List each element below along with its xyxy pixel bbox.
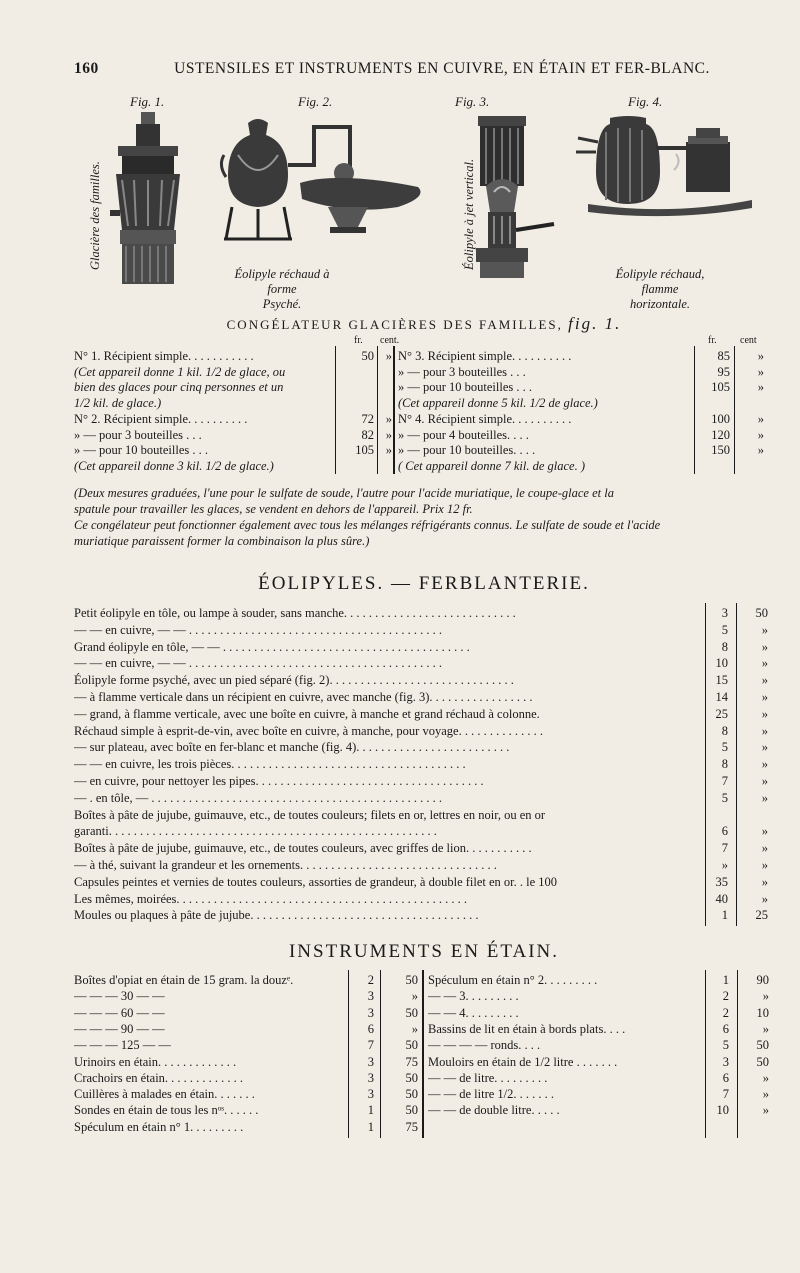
price-centimes: » xyxy=(761,740,768,755)
col-cent-right: cent xyxy=(740,335,757,346)
price-francs: 40 xyxy=(715,891,728,906)
price-centimes: » xyxy=(761,757,768,772)
list-item-label: Réchaud simple à esprit-de-vin, avec boîte en cuivre, à manche, pour voyage. . . . . . . . . . . . . . xyxy=(74,723,543,738)
price-francs: 82 xyxy=(361,427,374,442)
price-centimes: » xyxy=(762,1103,769,1118)
price-francs: 6 xyxy=(722,1021,729,1036)
price-centimes: » xyxy=(761,723,768,738)
list-item-label: ( Cet appareil donne 7 kil. de glace. ) xyxy=(398,458,585,473)
list-item-label: Éolipyle forme psyché, avec un pied séparé (fig. 2). . . . . . . . . . . . . . . . . . . . . . . . . . . . . . xyxy=(74,673,514,688)
price-francs: 150 xyxy=(711,443,730,458)
price-centimes: » xyxy=(761,673,768,688)
price-francs: 14 xyxy=(715,690,728,704)
price-centimes: » xyxy=(757,349,764,363)
price-centimes: » xyxy=(761,690,768,704)
col-fr-left: fr. xyxy=(354,335,363,346)
price-francs: 5 xyxy=(722,1038,729,1053)
price-centimes: » xyxy=(757,427,764,442)
price-francs: 1 xyxy=(722,973,729,987)
fig1-illustration xyxy=(108,110,188,290)
list-item-label: — à thé, suivant la grandeur et les ornements. . . . . . . . . . . . . . . . . . . . . . . . . . . . . . . . xyxy=(74,858,497,872)
list-item-label: Sondes en étain de tous les nᵒˢ. . . . . . xyxy=(74,1103,259,1118)
price-francs: 105 xyxy=(355,443,374,458)
price-centimes: » xyxy=(761,656,768,671)
list-item-label: — — de double litre. . . . . xyxy=(428,1103,560,1118)
price-francs: 1 xyxy=(367,1119,374,1134)
price-centimes: » xyxy=(761,622,768,637)
price-centimes: 75 xyxy=(405,1119,418,1134)
fig4-illustration xyxy=(570,112,770,222)
eolipyles-title: ÉOLIPYLES. — FERBLANTERIE. xyxy=(258,573,590,594)
price-francs: 10 xyxy=(715,656,728,671)
list-item-label: — — — — ronds. . . . xyxy=(428,1038,541,1053)
price-centimes: 50 xyxy=(405,1103,418,1118)
price-francs: 8 xyxy=(721,723,728,738)
price-francs: 7 xyxy=(367,1038,374,1053)
congelateur-note xyxy=(74,485,780,549)
price-centimes: » xyxy=(761,824,768,839)
price-centimes: » xyxy=(761,874,768,889)
price-centimes: » xyxy=(761,639,768,654)
price-francs: 35 xyxy=(715,874,728,889)
list-item-label: — — — 60 — — xyxy=(74,1005,165,1020)
price-francs: 2 xyxy=(722,1005,729,1020)
fig4-caption xyxy=(600,267,720,312)
price-centimes: » xyxy=(385,349,392,363)
price-francs: 3 xyxy=(367,1005,374,1020)
price-centimes: » xyxy=(761,790,768,805)
price-centimes: » xyxy=(762,989,769,1004)
list-item-label: Les mêmes, moirées. . . . . . . . . . . . . . . . . . . . . . . . . . . . . . . . . . . . . . . . . . . . . . . xyxy=(74,891,468,906)
price-centimes: » xyxy=(757,411,764,426)
price-francs: 6 xyxy=(367,1021,374,1036)
fig2-label: Fig. 2. xyxy=(298,94,333,109)
price-francs: 50 xyxy=(361,349,374,363)
price-francs: 5 xyxy=(721,740,728,755)
price-francs: 6 xyxy=(722,1070,729,1085)
list-item-label: Crachoirs en étain. . . . . . . . . . . . . xyxy=(74,1070,244,1085)
price-centimes: » xyxy=(411,1021,418,1036)
price-centimes: » xyxy=(761,891,768,906)
list-item-label: — — de litre 1/2. . . . . . . xyxy=(428,1087,555,1102)
price-centimes: 25 xyxy=(755,908,768,923)
list-item-label: — sur plateau, avec boîte en fer-blanc et manche (fig. 4). . . . . . . . . . . . . . . . . . . . . . . . . xyxy=(74,740,510,755)
price-centimes: 50 xyxy=(405,1005,418,1020)
list-item-label: Boîtes à pâte de jujube, guimauve, etc., de toutes couleurs; filets en or, lettres en noir, ou en or xyxy=(74,807,546,822)
list-item-label: (Cet appareil donne 5 kil. 1/2 de glace.) xyxy=(398,396,598,411)
price-francs: 100 xyxy=(711,411,730,426)
price-francs: 7 xyxy=(721,774,728,788)
list-item-label: Bassins de lit en étain à bords plats. . . . xyxy=(428,1021,626,1036)
list-item-label: garanti. . . . . . . . . . . . . . . . . . . . . . . . . . . . . . . . . . . . . . . . . . . . . . . . . . . . . xyxy=(74,824,437,839)
price-francs: 3 xyxy=(367,1070,374,1085)
list-item-label: N° 1. Récipient simple. . . . . . . . . . . xyxy=(74,349,254,363)
list-item-label: — — — 90 — — xyxy=(74,1021,165,1036)
list-item-label: N° 3. Récipient simple. . . . . . . . . . xyxy=(398,349,572,363)
price-centimes: 10 xyxy=(756,1005,769,1020)
price-francs: 3 xyxy=(367,1087,374,1102)
list-item-label: — — de litre. . . . . . . . . xyxy=(428,1070,548,1085)
price-francs: 1 xyxy=(721,908,728,923)
fig2-caption xyxy=(232,267,332,312)
list-item-label: » — pour 10 bouteilles. . . . xyxy=(398,443,536,458)
list-item-label: — à flamme verticale dans un récipient en cuivre, avec manche (fig. 3). . . . . . . . . . . . . . . . . xyxy=(74,690,533,704)
price-francs: 5 xyxy=(721,622,728,637)
list-item-label: Cuillères à malades en étain. . . . . . . xyxy=(74,1087,255,1102)
price-centimes: 50 xyxy=(405,973,418,987)
list-item-label: — — — 30 — — xyxy=(74,989,165,1004)
price-centimes: » xyxy=(385,411,392,426)
fig1-side-caption: Glacière des familles. xyxy=(88,161,102,270)
price-centimes: » xyxy=(762,1087,769,1102)
price-centimes: » xyxy=(761,858,768,872)
congelateur-title-fig: fig. 1. xyxy=(568,314,622,333)
price-centimes: » xyxy=(385,443,392,458)
price-francs: 3 xyxy=(367,1054,374,1069)
fig4-caption-line2: horizontale. xyxy=(629,297,691,311)
fig4-caption-line1: Éolipyle réchaud, flamme xyxy=(615,267,705,296)
price-centimes: » xyxy=(761,774,768,788)
fig1-label: Fig. 1. xyxy=(130,94,165,109)
list-item-label: » — pour 10 bouteilles . . . xyxy=(398,380,533,395)
list-item-label: » — pour 3 bouteilles . . . xyxy=(398,364,526,379)
price-centimes: » xyxy=(411,989,418,1004)
list-item-label: Capsules peintes et vernies de toutes couleurs, assorties de grandeur, à double filet en or. . le 100 xyxy=(74,874,558,889)
price-francs: 6 xyxy=(721,824,728,839)
fig3-side-caption: Éolipyle à jet vertical. xyxy=(462,158,476,270)
price-centimes: 50 xyxy=(756,1054,769,1069)
price-francs: » xyxy=(721,858,728,872)
list-item-label: Grand éolipyle en tôle, — — . . . . . . . . . . . . . . . . . . . . . . . . . . . . . . . . . . . . . . . . xyxy=(74,639,470,654)
fig2-illustration xyxy=(218,115,438,245)
list-item-label: — en cuivre, pour nettoyer les pipes. . . . . . . . . . . . . . . . . . . . . . . . . . . . . . . . . . . . . xyxy=(74,774,484,788)
price-centimes: 75 xyxy=(405,1054,418,1069)
list-item-label: Boîtes d'opiat en étain de 15 gram. la douzᵉ. xyxy=(74,973,294,987)
fig4-label: Fig. 4. xyxy=(628,94,663,109)
note-line2: spatule pour travailler les glaces, se vendent en dehors de l'appareil. Prix 12 fr. xyxy=(74,502,473,516)
price-francs: 3 xyxy=(367,989,374,1004)
list-item-label: » — pour 4 bouteilles. . . . xyxy=(398,427,529,442)
price-centimes: 90 xyxy=(756,973,769,987)
running-title: USTENSILES ET INSTRUMENTS EN CUIVRE, EN ÉTAIN ET FER-BLANC. xyxy=(174,60,710,77)
price-francs: 15 xyxy=(715,673,728,688)
price-francs: 25 xyxy=(715,706,728,721)
price-francs: 2 xyxy=(367,973,374,987)
price-centimes: » xyxy=(761,706,768,721)
price-francs: 95 xyxy=(717,364,730,379)
congelateur-title-text: CONGÉLATEUR GLACIÈRES DES FAMILLES, xyxy=(226,317,563,332)
price-francs: 8 xyxy=(721,639,728,654)
list-item-label: bien des glaces pour cinq personnes et un xyxy=(74,380,284,395)
list-item-label: Petit éolipyle en tôle, ou lampe à souder, sans manche. . . . . . . . . . . . . . . . . . . . . . . . . . . . xyxy=(74,606,516,620)
list-item-label: — . en tôle, — . . . . . . . . . . . . . . . . . . . . . . . . . . . . . . . . . . . . . . . . . . . . . . . xyxy=(74,790,443,805)
price-centimes: 50 xyxy=(405,1070,418,1085)
price-centimes: » xyxy=(757,443,764,458)
list-item-label: — — en cuivre, — — . . . . . . . . . . . . . . . . . . . . . . . . . . . . . . . . . . . . . . . . . xyxy=(74,656,443,671)
price-centimes: » xyxy=(761,841,768,856)
price-francs: 7 xyxy=(722,1087,729,1102)
fig2-caption-line1: Éolipyle réchaud à forme xyxy=(234,267,330,296)
list-item-label: — — en cuivre, — — . . . . . . . . . . . . . . . . . . . . . . . . . . . . . . . . . . . . . . . . . xyxy=(74,622,443,637)
etain-title: INSTRUMENTS EN ÉTAIN. xyxy=(288,941,560,962)
list-item-label: Mouloirs en étain de 1/2 litre . . . . . . . xyxy=(428,1054,618,1069)
price-francs: 120 xyxy=(711,427,730,442)
list-item-label: Urinoirs en étain. . . . . . . . . . . . . xyxy=(74,1054,237,1069)
price-francs: 2 xyxy=(722,989,729,1004)
fig2-caption-line2: Psyché. xyxy=(262,297,302,311)
price-centimes: » xyxy=(757,380,764,395)
col-cent-left: cent. xyxy=(380,335,400,346)
list-item-label: 1/2 kil. de glace.) xyxy=(74,396,162,411)
price-centimes: 50 xyxy=(755,606,768,620)
list-item-label: — — en cuivre, les trois pièces. . . . . . . . . . . . . . . . . . . . . . . . . . . . . . . . . . . . . . xyxy=(74,757,466,772)
price-francs: 10 xyxy=(716,1103,729,1118)
col-fr-right: fr. xyxy=(708,335,717,346)
list-item-label: Spéculum en étain n° 1. . . . . . . . . xyxy=(74,1119,244,1134)
congelateur-title xyxy=(74,314,774,334)
list-item-label: — — 4. . . . . . . . . xyxy=(428,1005,519,1020)
list-item-label: » — pour 3 bouteilles . . . xyxy=(74,427,202,442)
note-line1: (Deux mesures graduées, l'une pour le sulfate de soude, l'autre pour l'acide muriatique, le coupe-glace et la xyxy=(74,486,614,500)
list-item-label: — — — 125 — — xyxy=(74,1038,171,1053)
price-francs: 85 xyxy=(717,349,730,363)
price-centimes: » xyxy=(762,1070,769,1085)
list-item-label: (Cet appareil donne 3 kil. 1/2 de glace.) xyxy=(74,458,274,473)
price-francs: 1 xyxy=(367,1103,374,1118)
price-centimes: » xyxy=(385,427,392,442)
fig3-illustration xyxy=(470,112,560,282)
page-number: 160 xyxy=(74,60,99,77)
price-francs: 8 xyxy=(721,757,728,772)
price-francs: 105 xyxy=(711,380,730,395)
price-francs: 72 xyxy=(361,411,374,426)
list-item-label: — grand, à flamme verticale, avec une boîte en cuivre, à manche et grand réchaud à colonne. xyxy=(74,706,540,721)
price-francs: 5 xyxy=(721,790,728,805)
price-francs: 3 xyxy=(721,606,728,620)
price-francs: 7 xyxy=(721,841,728,856)
price-centimes: 50 xyxy=(405,1038,418,1053)
price-centimes: 50 xyxy=(756,1038,769,1053)
list-item-label: Spéculum en étain n° 2. . . . . . . . . xyxy=(428,973,598,987)
note-line4: muriatique paraissent former la combinaison la plus sûre.) xyxy=(74,534,370,548)
list-item-label: — — 3. . . . . . . . . xyxy=(428,989,519,1004)
price-centimes: » xyxy=(757,364,764,379)
price-centimes: 50 xyxy=(405,1087,418,1102)
list-item-label: (Cet appareil donne 1 kil. 1/2 de glace, ou xyxy=(74,364,286,379)
list-item-label: Moules ou plaques à pâte de jujube. . . . . . . . . . . . . . . . . . . . . . . . . . . . . . . . . . . . . xyxy=(74,908,479,923)
price-francs: 3 xyxy=(722,1054,729,1069)
note-line3: Ce congélateur peut fonctionner également avec tous les mélanges réfrigérants connus. Le sulfate de soude et l'acide xyxy=(74,518,661,532)
list-item-label: Boîtes à pâte de jujube, guimauve, etc., de toutes couleurs, avec griffes de lion. . . . . . . . . . . xyxy=(74,841,532,856)
list-item-label: » — pour 10 bouteilles . . . xyxy=(74,443,209,458)
fig3-label: Fig. 3. xyxy=(455,94,490,109)
price-centimes: » xyxy=(762,1021,769,1036)
list-item-label: N° 2. Récipient simple. . . . . . . . . . xyxy=(74,411,248,426)
list-item-label: N° 4. Récipient simple. . . . . . . . . . xyxy=(398,411,572,426)
